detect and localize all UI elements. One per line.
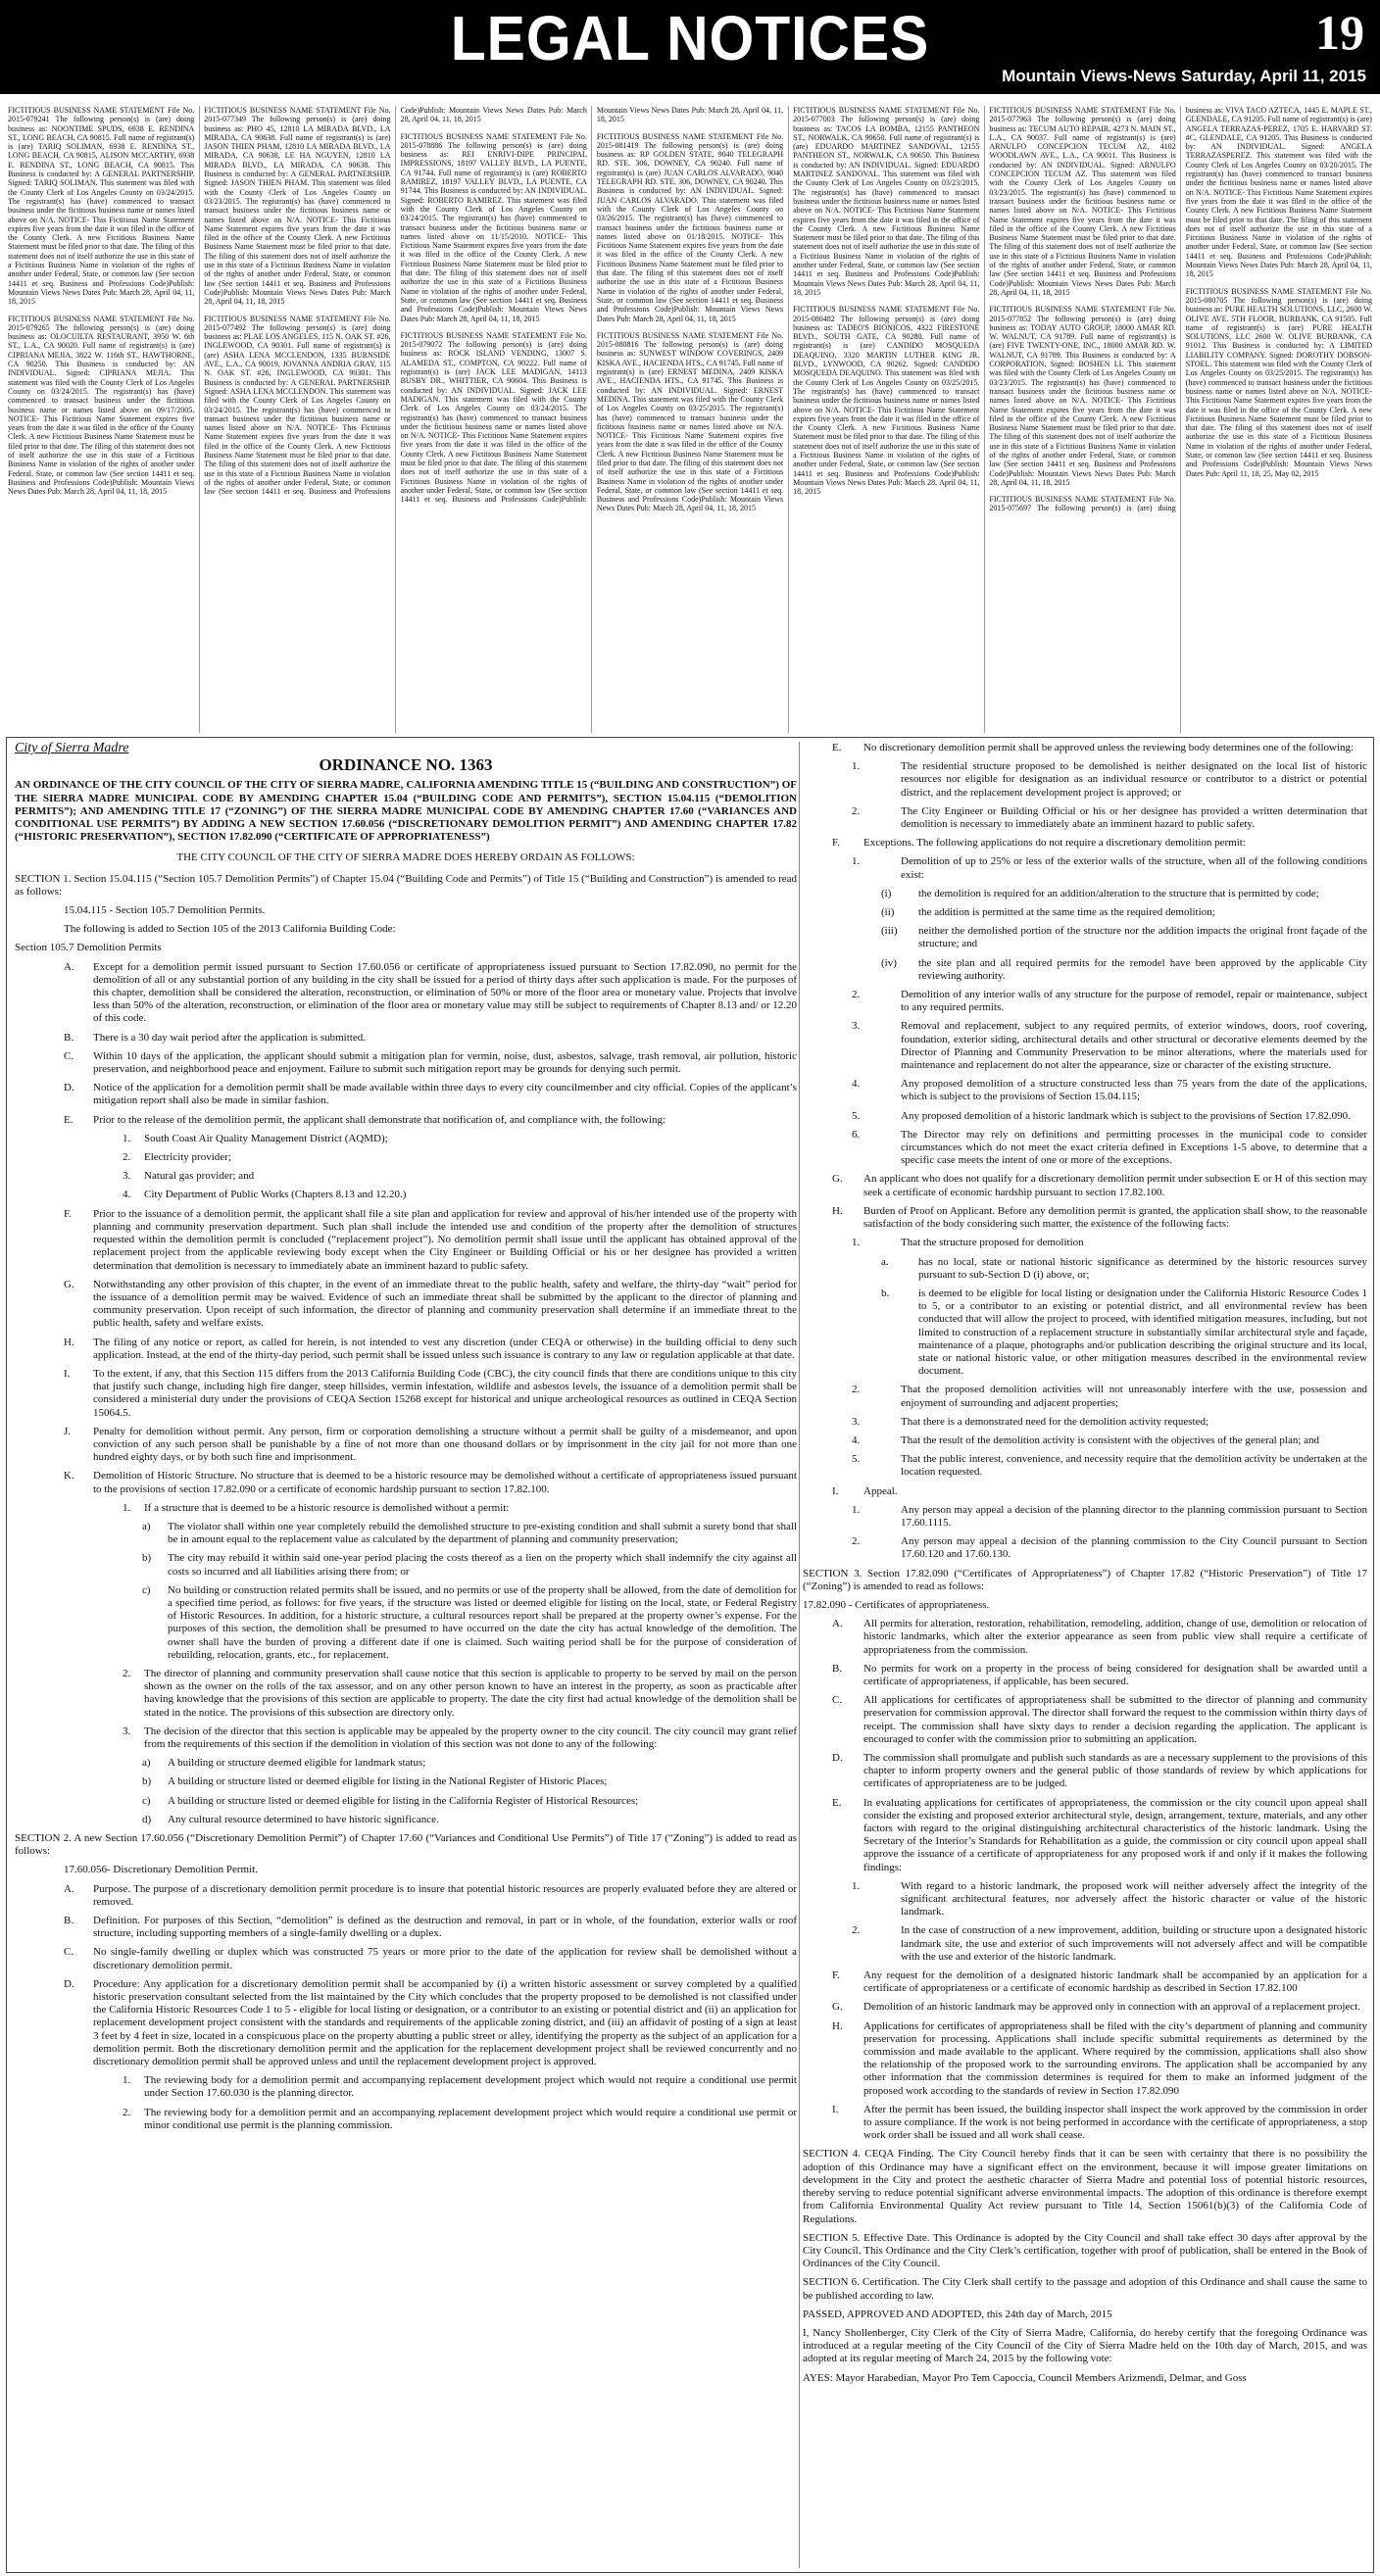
clause-label: 4.	[123, 1189, 131, 1201]
ordinance-paragraph: 15.04.115 - Section 105.7 Demolition Permits.	[64, 904, 266, 917]
ordinance-left-column	[15, 742, 797, 2138]
clause-label: 3.	[852, 1020, 861, 1033]
ordinance-clause	[15, 1208, 797, 1273]
ordinance-clause	[803, 989, 1367, 1014]
ordinance-clause	[15, 1337, 797, 1362]
ordinance-clause	[803, 1485, 1367, 1498]
ordinance-clause	[803, 760, 1367, 800]
clause-label: (i)	[881, 887, 892, 899]
ordinance-clause	[15, 1133, 797, 1145]
clause-text: That the structure proposed for demolition	[901, 1237, 1084, 1249]
clause-text: Purpose. The purpose of a discretionary demolition permit procedure is to insure that potential historic resources are properly evaluated before they are altered or removed.	[93, 1882, 797, 1908]
ordinance-clause	[803, 925, 1367, 950]
clause-text: has no local, state or national historic significance as determined by the historic resources survey pursuant to sub-Section D (i) above, or;	[918, 1255, 1367, 1281]
clause-label: 1.	[852, 855, 861, 868]
ordinance-clause	[803, 742, 1367, 754]
ordinance-clause	[15, 2074, 797, 2100]
fbn-notice: FICTITIOUS BUSINESS NAME STATEMENT File No. 2015-077963 The following person(s) is (are) doing business as: TECUM AUTO REPAIR, 4273 N. MAIN ST., L.A., CA 90037. Full name of registrant(s) is (are) ARNULFO CONCEPCION TECUM AZ, 4102 WOODLAWN AVE., L.A., CA 90011. This Business is conducted by: AN INDIVIDUAL. Signed: ARNULFO CONCEPCION TECUM AZ. This statement was filed with the County Clerk of Los Angeles County on 03/23/2015. The registrant(s) has (have) commenced to transact business under the fictitious business name or names listed above on N/A. NOTICE- This Fictitious Name Statement expires five years from the date it was filed in the office of the County Clerk. A new Fictitious Business Name Statement must be filed prior to that date. The filing of this statement does not of itself authorize the use in this state of a Fictitious Business Name in violation of the rights of another under Federal, State, or common law (See section 14411 et seq. Business and Professions Code)Publish: Mountain Views News Dates Pub: March 28, April 04, 11, 18, 2015	[989, 106, 1176, 297]
clause-label: C.	[64, 1049, 74, 1062]
clause-label: B.	[64, 1915, 74, 1927]
ordinance-clause	[803, 1969, 1367, 1995]
clause-text: neither the demolished portion of the structure nor the addition impacts the original front façade of the structure; and	[918, 925, 1367, 950]
clause-label: A.	[64, 1882, 74, 1895]
clause-text: With regard to a historic landmark, the proposed work will neither adversely affect the integrity of the significant architectural features, nor adversely affect the historic character or value of the historic landmark.	[901, 1879, 1367, 1919]
ordinance-clause	[15, 1189, 797, 1201]
ordinance-clause	[803, 1694, 1367, 1746]
clause-text: Demolition of up to 25% or less of the exterior walls of the structure, when all of the following conditions exist:	[901, 855, 1367, 881]
column-divider	[799, 742, 800, 2568]
clause-label: (iv)	[881, 956, 897, 969]
clause-text: No single-family dwelling or duplex which was constructed 75 years or more prior to the date of the application for review shall be demolished without a discretionary demolition permit.	[93, 1946, 797, 1971]
clause-text: The filing of any notice or report, as called for herein, is not intended to vest any discretion (under CEQA or otherwise) in the building official to deny such application. Instead, at the end of the thirty-day period, such permit shall be issued unless such issuance is contrary to any law or regulation applicable at that date.	[93, 1336, 797, 1361]
clause-text: The reviewing body for a demolition permit and an accompanying replacement development project which would require a conditional use permit or minor conditional use permit is the planning commission.	[144, 2106, 797, 2131]
ordinance-section: SECTION 4. CEQA Finding. The City Council hereby finds that it can be seen with certainty that there is no possibility the adoption of this Ordinance may have a significant effect on the environment, because it will impose greater limitations on development in the City and protect the aesthetic character of Sierra Madre and potential loss of potential historic resources, thereby serving to reduce potential significant adverse environmental impacts. The adoption of this ordinance is therefore exempt from California Environmental Quality Act review pursuant to Title 14, Section 15061(b)(3) of the California Code of Regulations.	[803, 2148, 1367, 2225]
ordinance-section: SECTION 5. Effective Date. This Ordinance is adopted by the City Council and shall take effect 30 days after approval by the City Council. This Ordinance and the City Clerk’s certification, together with proof of publication, shall be entered in the Book of Ordinances of the City Council.	[803, 2231, 1367, 2270]
ordinance-paragraph: 17.82.090 - Certificates of appropriateness.	[803, 1598, 990, 1611]
ordinance-clause	[803, 1129, 1367, 1168]
ordinance-clause	[15, 1170, 797, 1183]
ordinance-clause	[15, 1032, 797, 1045]
ordinance-clause	[803, 855, 1367, 881]
clause-text: A building or structure deemed eligible for landmark status;	[168, 1757, 426, 1770]
ordinance-clause	[15, 1279, 797, 1331]
clause-label: 1.	[852, 1237, 861, 1249]
fbn-notice: FICTITIOUS BUSINESS NAME STATEMENT File No. 2015-077003 The following person(s) is (are) doing business as: TACOS LA BOMBA, 12155 PANTHEON ST., NORWALK, CA 90650. Full name of registrant(s) is (are) EDUARDO MARTINEZ SANDOVAL, 12155 PANTHEON ST., NORWALK, CA 90650. This Business is conducted by: AN INDIVIDUAL. Signed: EDUARDO MARTINEZ SANDOVAL. This statement was filed with the County Clerk of Los Angeles County on 03/23/2015. The registrant(s) has (have) commenced to transact business under the fictitious business name or names listed above on N/A. NOTICE- This Fictitious Name Statement expires five years from the date it was filed in the office of the County Clerk. A new Fictitious Business Name Statement must be filed prior to that date. The filing of this statement does not of itself authorize the use in this state of a Fictitious Business Name in violation of the rights of another under Federal, State, or common law (See section 14411 et seq. Business and Professions Code)Publish: Mountain Views News Dates Pub: March 28, April 04, 11, 18, 2015	[793, 106, 980, 297]
clause-label: H.	[64, 1336, 74, 1348]
clause-label: B.	[64, 1031, 74, 1044]
clause-text: A building or structure listed or deemed eligible for listing in the National Register of Historic Places;	[168, 1775, 608, 1788]
ordinance-section: SECTION 2. A new Section 17.60.056 (“Discretionary Demolition Permit”) of Chapter 17.60 (“Variances and Conditional Use Permits”) of Title 17 (“Zoning”) is added to read as follows:	[15, 1832, 797, 1858]
clause-label: c)	[142, 1794, 151, 1807]
clause-text: the addition is permitted at the same time as the required demolition;	[918, 906, 1215, 919]
ordinance-section: PASSED, APPROVED AND ADOPTED, this 24th day of March, 2015	[803, 2308, 1112, 2320]
clause-text: Any proposed demolition of a historic landmark which is subject to the provisions of Section 17.82.090.	[901, 1109, 1351, 1122]
fbn-notice: FICTITIOUS BUSINESS NAME STATEMENT File No. 2015-075697 The following person(s) is (are) doing business as: VIVA TACO AZTECA, 1445 E. MAPLE ST., GLENDALE, CA 91205. Full name of registrant(s) is (are) ANGELA TERRAZAS-PEREZ, 1705 E. HARVARD ST. #C, GLENDALE, CA 91205. This Business is conducted by: AN INDIVIDUAL. Signed: ANGELA TERRAZASPEREZ. This statement was filed with the County Clerk of Los Angeles County on 03/20/2015. The registrant(s) has (have) commenced to transact business under the fictitious business name or names listed above on N/A. NOTICE- This Fictitious Name Statement expires five years from the date it was filed in the office of the County Clerk. A new Fictitious Business Name Statement must be filed prior to that date. The filing of this statement does not of itself authorize the use in this state of a Fictitious Business Name in violation of the rights of another under Federal, State, or common law (See section 14411 et seq. Business and Professions Code)Publish: Mountain Views News Dates Pub: March 28, April 04, 11, 18, 2015	[989, 106, 1372, 513]
clause-text: Exceptions. The following applications do not require a discretionary demolition permit:	[863, 837, 1246, 850]
ordinance-clause	[803, 1880, 1367, 1920]
clause-label: E.	[64, 1113, 74, 1126]
clause-label: (ii)	[881, 906, 895, 919]
clause-label: H.	[832, 1204, 843, 1217]
clause-label: 1.	[123, 1501, 131, 1514]
fictitious-business-notices	[8, 106, 1372, 733]
ordinance-clause	[803, 2001, 1367, 2014]
ordinance-clause	[15, 1050, 797, 1076]
ordinance-section: I, Nancy Shollenberger, City Clerk of the City of Sierra Madre, California, do hereby certify that the foregoing Ordinance was introduced at a regular meeting of the City Council of the City of Sierra Madre held on the 10th day of March, 2015, and was adopted at its regular meeting of March 24, 2015 by the following vote:	[803, 2326, 1367, 2365]
ordinance-clause	[15, 2107, 797, 2132]
ordinance-section: AYES: Mayor Harabedian, Mayor Pro Tem Capoccia, Council Members Arizmendi, Delmar, and Goss	[803, 2371, 1247, 2384]
clause-text: Except for a demolition permit issued pursuant to Section 17.60.056 or certificate of appropriateness issued pursuant to Section 17.82.090, no permit for the demolition of all or any substantial portion of any building in the city shall be issued for a period of thirty days after such application is made. For the purposes of this chapter, demolition shall be considered the alteration, reconstruction, or elimination of 50% or more of the floor area or monetary value. Projects that involve less than 50% of the alteration, reconstruction, or elimination of the floor area or monetary value may still be subject to requirements of Chapter 8.13 and/ or 12.20 of this code.	[93, 960, 797, 1025]
clause-label: 2.	[852, 1384, 861, 1396]
clause-text: Notwithstanding any other provision of this chapter, in the event of an immediate threat to the public health, safety and welfare, the thirty-day “wait” period for the issuance of a demolition permit may be waived. Evidence of such an immediate threat shall be submitted by the applicant to the director of planning and community preservation. Upon receipt of such information, the director of planning and community preservation shall determine if an immediate threat to the public health, safety and welfare exists.	[93, 1278, 797, 1330]
ordinance-paragraph: Section 105.7 Demolition Permits	[15, 942, 162, 954]
ordinance-title: ORDINANCE NO. 1363	[319, 755, 493, 775]
city-name: City of Sierra Madre	[15, 741, 129, 755]
clause-label: C.	[64, 1946, 74, 1959]
clause-text: Any request for the demolition of a designated historic landmark shall be accompanied by an application for a certificate of appropriateness or a certificate of economic hardship as described in Section 17.82.100	[863, 1969, 1367, 1995]
clause-text: There is a 30 day wait period after the application is submitted.	[93, 1031, 366, 1044]
ordinance-clause	[15, 1775, 797, 1788]
clause-label: 3.	[852, 1415, 861, 1428]
clause-text: In the case of construction of a new improvement, addition, building or structure upon a designated historic landmark site, the use and exterior of such improvements will not adversely affect and will be compatible with the use and exterior of the historic landmark.	[901, 1924, 1367, 1963]
clause-text: Prior to the release of the demolition permit, the applicant shall demonstrate that notification of, and compliance with, the following:	[93, 1113, 666, 1126]
clause-text: No permits for work on a property in the process of being considered for designation shall be awarded until a certificate of appropriateness, if applicable, has been secured.	[863, 1662, 1367, 1687]
clause-text: Demolition of an historic landmark may be approved only in connection with an approval of a replacement project.	[863, 2001, 1361, 2014]
clause-label: b)	[142, 1775, 152, 1788]
ordinance-clause	[803, 805, 1367, 831]
clause-text: To the extent, if any, that this Section 115 differs from the 2013 California Building Code (CBC), the city council finds that there are conditions unique to this city that justify such change, including high fire danger, steep hillsides, vermin infestation, wildlife and asbestos levels, the issuance of a demolition permit shall be considered a ministerial duty under the provisions of CEQA Section 15268 except for historical and unique archeological resources as outlined in CEQA Section 15064.5.	[93, 1367, 797, 1419]
ordinance-clause	[803, 1797, 1367, 1874]
ordinance-clause	[15, 1502, 797, 1515]
clause-text: Demolition of Historic Structure. No structure that is deemed to be a historic resource may be demolished without a certificate of appropriateness issued pursuant to the provisions of section 17.82.090 or a certificate of economic hardship pursuant to section 17.82.100.	[93, 1470, 797, 1495]
clause-text: No building or construction related permits shall be issued, and no permits or use of the property shall be allowed, from the date of demolition for a specified time period, as follows: for five years, if the structure was listed or deemed eligible for listing on the local, state, or Federal Registry of Historic Resources. In addition, for a historic structure, a cultural resources report shall be prepared at the property owner’s expense. For the purposes of this section, the demolition shall be presumed to have occurred on the date the city has actual knowledge of the demolition. The owner shall have the burden of proving a different date if one is claimed. Such waiting period shall be for the purpose of consideration of rebuilding, relocation, grants, etc., for replacement.	[168, 1583, 797, 1661]
clause-label: D.	[64, 1082, 74, 1094]
ordinance-clause	[803, 906, 1367, 919]
clause-label: 1.	[852, 1879, 861, 1892]
clause-label: G.	[832, 2001, 843, 2014]
clause-label: 4.	[852, 1434, 861, 1446]
clause-label: 2.	[852, 989, 861, 1001]
clause-label: E.	[832, 1796, 842, 1809]
ordinance-clause	[803, 1205, 1367, 1231]
clause-label: I.	[64, 1367, 71, 1380]
fbn-notice: FICTITIOUS BUSINESS NAME STATEMENT File No. 2015-079265 The following person(s) is (are) doing business as: OLOCUILTA RESTAURANT, 3950 W. 6th ST., L.A., CA 90020. Full name of registrant(s) is (are) CIPRIANA MEJIA, 3822 W. 116th ST., HAWTHORNE, CA 90250. This Business is conducted by: AN INDIVIDUAL. Signed: CIPRIANA MEJIA. This statement was filed with the County Clerk of Los Angeles County on 03/24/2015. The registrant(s) has (have) commenced to transact business under the fictitious business name or names listed above on 09/17/2005. NOTICE- This Fictitious Name Statement expires five years from the date it was filed in the office of the County Clerk. A new Fictitious Business Name Statement must be filed prior to that date. The filing of this statement does not of itself authorize the use in this state of a Fictitious Business Name in violation of the rights of another under Federal, State, or common law (See section 14411 et seq. Business and Professions Code)Publish: Mountain Views News Dates Pub: March 28, April 04, 11, 18, 2015	[8, 314, 195, 497]
clause-label: 4.	[852, 1078, 861, 1091]
fbn-notice: FICTITIOUS BUSINESS NAME STATEMENT File No. 2015-078886 The following person(s) is (are) doing business as: REI ENRIVI-DIPE PRINCIPAL IMPRESSIONS, 18197 VALLEY BLVD., LA PUENTE, CA 91744. Full name of registrant(s) is (are) ROBERTO RAMIREZ, 18197 VALLEY BLVD., LA PUENTE, CA 91744. This Business is conducted by: AN INDIVIDUAL. Signed: ROBERTO RAMIREZ. This statement was filed with the County Clerk of Los Angeles County on 03/24/2015. The registrant(s) has (have) commenced to transact business under the fictitious business name or names listed above on 11/15/2010. NOTICE- This Fictitious Name Statement expires five years from the date it was filed in the office of the County Clerk. A new Fictitious Business Name Statement must be filed prior to that date. The filing of this statement does not of itself authorize the use in this state of a Fictitious Business Name in violation of the rights of another under Federal, State, or common law (See section 14411 et seq. Business and Professions Code)Publish: Mountain Views News Dates Pub: March 28, April 04, 11, 18, 2015	[400, 131, 587, 323]
clause-label: 6.	[852, 1128, 861, 1141]
clause-text: The Director may rely on definitions and permitting processes in the municipal code to consider circumstances which do not meet the exact criteria defined in Exceptions 1-5 above, to determine that a specific case meets the intent of one or more of the exceptions.	[901, 1128, 1367, 1167]
clause-label: 1.	[123, 2074, 131, 2087]
fbn-notice: FICTITIOUS BUSINESS NAME STATEMENT File No. 2015-077852 The following person(s) is (are) doing business as: TODAY AUTO GROUP, 18000 AMAR RD. W. WALNUT, CA 91789. Full name of registrant(s) is (are) FIVE TWENTY-ONE, INC., 18000 AMAR RD. W. WALNUT, CA 91789. This Business is conducted by: A CORPORATION. Signed: BOSHEN LI. This statement was filed with the County Clerk of Los Angeles County on 03/23/2015. The registrant(s) has (have) commenced to transact business under the fictitious business name or names listed above on N/A. NOTICE- This Fictitious Name Statement expires five years from the date it was filed in the office of the County Clerk. A new Fictitious Business Name Statement must be filed prior to that date. The filing of this statement does not of itself authorize the use in this state of a Fictitious Business Name in violation of the rights of another under Federal, State, or common law (See section 14411 et seq. Business and Professions Code)Publish: Mountain Views News Dates Pub: March 28, April 04, 11, 18, 2015	[989, 305, 1176, 487]
clause-label: D.	[832, 1752, 843, 1764]
ordinance-section: SECTION 6. Certification. The City Clerk shall certify to the passage and adoption of this Ordinance and shall cause the same to be published according to law.	[803, 2276, 1367, 2302]
clause-label: 1.	[123, 1132, 131, 1144]
ordinance-clause	[803, 1453, 1367, 1479]
ordinance-clause	[15, 1151, 797, 1164]
clause-label: 1.	[852, 760, 861, 773]
clause-text: Applications for certificates of appropriateness shall be filed with the city’s department of planning and community preservation for processing. Applications shall include specific submittal requirements as determined by the commission and made available to the applicant. Where required by the commission, applications shall also show the relationship of the proposed work to the surrounding environs. The application shall be accompanied by any other information that the commission determines is required for them to make an informed judgment of the proposed work according to the standards of review in Section 17.82.090	[863, 2019, 1367, 2097]
ordinance-clause	[15, 1082, 797, 1107]
clause-label: G.	[832, 1173, 843, 1186]
clause-text: Demolition of any interior walls of any structure for the purpose of remodel, repair or maintenance, subject to any required permits.	[901, 989, 1367, 1014]
clause-label: 2.	[123, 1151, 131, 1164]
clause-text: Prior to the issuance of a demolition permit, the applicant shall file a site plan and application for review and approval of his/her intended use of the property with planning and community preservation department. Such plan shall include the intended use and condition of the property after the demolition of structures requested within the demolition permit is concluded (“replacement project”). No demolition permit shall issue until the applicant has obtained approval of the replacement project from the applicable reviewing body except when the City Engineer or Building Official or his or her designee has provided a written determination that demolition is necessary to immediately abate an imminent hazard to public safety.	[93, 1207, 797, 1272]
clause-text: The residential structure proposed to be demolished is neither designated on the local list of historic resources nor eligible for designation as an individual resource or contributor to a district or potential district, and the replacement development project is approved; or	[901, 760, 1367, 799]
clause-text: After the permit has been issued, the building inspector shall inspect the work approved by the commission in order to assure compliance. If the work is not being performed in accordance with the certificate of appropriateness, a stop work order shall be issued and all work shall cease.	[863, 2103, 1367, 2142]
clause-text: Any person may appeal a decision of the planning director to the planning commission pursuant to Section 17.60.1115.	[901, 1503, 1367, 1529]
clause-text: The city may rebuild it within said one-year period placing the costs thereof as a lien on the property which shall indemnify the city against all costs so incurred and all liabilities arising there from; or	[168, 1552, 797, 1578]
fbn-notice: FICTITIOUS BUSINESS NAME STATEMENT File No. 2015-079072 The following person(s) is (are) doing business as: ROCK ISLAND VENDING, 13007 S. ALAMEDA ST., COMPTON, CA 90222. Full name of registrant(s) is (are) JACK LEE MADIGAN, 14113 BUSBY DR., WHITTIER, CA 90604. This Business is conducted by: AN INDIVIDUAL. Signed: JACK LEE MADIGAN. This statement was filed with the County Clerk of Los Angeles County on 03/24/2015. The registrant(s) has (have) commenced to transact business under the fictitious business name or names listed above on N/A. NOTICE- This Fictitious Name Statement expires five years from the date it was filed in the office of the County Clerk. A new Fictitious Business Name Statement must be filed prior to that date. The filing of this statement does not of itself authorize the use in this state of a Fictitious Business Name in violation of the rights of another under Federal, State, or common law (See section 14411 et seq. Business and Professions Code)Publish: Mountain Views News Dates Pub: March 28, April 04, 11, 18, 2015	[400, 106, 784, 505]
clause-label: 5.	[852, 1453, 861, 1466]
clause-label: I.	[832, 1484, 839, 1497]
clause-text: Procedure: Any application for a discretionary demolition permit shall be accompanied by (i) a written historic assessment or survey completed by a qualified historic preservation consultant selected from the list maintained by the City which concludes that the property proposed to be demolished is not classified under the California Historic Resources Code 1 to 5 - eligible for local listing or designation, or a contributor to an existing or potential district and (ii) an application for replacement development project consistent with the standards and requirements of the applicable zoning district, and (iii) an affidavit of posting of a sign at least 3 feet by 4 feet in size, located in a conspicuous place on the property abutting a public street or alley, identifying the property as the subject of an application for a demolition permit. Both the discretionary demolition permit and the application for the replacement development project shall be reviewed concurrently and no discretionary demolition permit shall be approved unless and until the replacement development project is approved.	[93, 1977, 797, 2068]
section-title: LEGAL NOTICES	[450, 3, 930, 73]
clause-text: A building or structure listed or deemed eligible for listing in the California Register of Historical Resources;	[168, 1794, 639, 1807]
clause-text: The director of planning and community preservation shall cause notice that this section is applicable to property to be served by mail on the person shown as the owner on the rolls of the tax assessor, and on any other person known to have an interest in the property, as soon as practicable after having knowledge that the provisions of this section are applicable to property. The date the city first had actual knowledge of the demolition shall be stated in the notice. The provisions of this subsection are directory only.	[144, 1667, 797, 1719]
clause-label: G.	[64, 1278, 74, 1290]
clause-label: E.	[832, 742, 842, 753]
clause-text: the demolition is required for an addition/alteration to the structure that is permitted by code;	[918, 887, 1319, 899]
clause-text: City Department of Public Works (Chapters 8.13 and 12.20.)	[144, 1189, 407, 1201]
ordinance-clause	[15, 1978, 797, 2068]
clause-text: Penalty for demolition without permit. Any person, firm or corporation demolishing a structure without a permit shall be guilty of a misdemeanor, and upon conviction of any such person shall be punishable by a fine of not more than one thousand dollars or by imprisonment in the city jail for not more than one hundred eighty days, or by both such fine and imprisonment.	[93, 1425, 797, 1464]
clause-label: 3.	[123, 1725, 131, 1737]
clause-label: a)	[142, 1757, 151, 1770]
clause-text: The violator shall within one year completely rebuild the demolished structure to pre-existing condition and shall submit a surety bond that shall be in amount equal to the replacement value as calculated by the department of planning and community preservation;	[168, 1520, 797, 1546]
ordinance-clause	[15, 1470, 797, 1495]
clause-label: C.	[832, 1694, 843, 1707]
ordinance-clause	[803, 1618, 1367, 1657]
ordinance-clause	[15, 1915, 797, 1940]
ordinance-paragraph: The following is added to Section 105 of the 2013 California Building Code:	[64, 923, 396, 936]
clause-label: d)	[142, 1813, 152, 1825]
clause-text: is deemed to be eligible for local listing or designation under the California Historic Resource Codes 1 to 5, or a contributor to an existing or potential district, and all environmental review has been conducted that will allow the project to proceed, with identified mitigation measures, including, but not limited to construction of a replacement structure in substantially similar architectural style and façade, maintenance of a plaque, photographs and/or publication describing the original structure and its local, state or national historic value, or other mitigation measures described in the environmental review document.	[918, 1287, 1367, 1378]
clause-text: Any cultural resource determined to have historic significance.	[168, 1813, 439, 1825]
ordinance-clause	[803, 1256, 1367, 1282]
clause-label: 3.	[123, 1170, 131, 1183]
ordinance-clause	[15, 1668, 797, 1720]
ordinance-clause	[15, 1883, 797, 1909]
fbn-notice: FICTITIOUS BUSINESS NAME STATEMENT File No. 2015-081419 The following person(s) is (are) doing business as: RP GOLDEN STATE, 9040 TELEGRAPH RD. STE. 306, DOWNEY, CA 90240. Full name of registrant(s) is (are) JUAN CARLOS ALVARADO, 9040 TELEGRAPH RD. STE. 306, DOWNEY, CA 90240. This Business is conducted by: AN INDIVIDUAL. Signed: JUAN CARLOS ALVARADO. This statement was filed with the County Clerk of Los Angeles County on 03/26/2015. The registrant(s) has (have) commenced to transact business under the fictitious business name or names listed above on 01/18/2015. NOTICE- This Fictitious Name Statement expires five years from the date it was filed in the office of the County Clerk. A new Fictitious Business Name Statement must be filed prior to that date. The filing of this statement does not of itself authorize the use in this state of a Fictitious Business Name in violation of the rights of another under Federal, State, or common law (See section 14411 et seq. Business and Professions Code)Publish: Mountain Views News Dates Pub: March 28, April 04, 11, 18, 2015	[596, 131, 784, 323]
clause-label: A.	[832, 1618, 843, 1630]
fbn-notice: FICTITIOUS BUSINESS NAME STATEMENT File No. 2015-080816 The following person(s) is (are) doing business as: SUNWEST WINDOW COVERINGS, 2409 KISKA AVE., HACIENDA HTS., CA 91745. Full name of registrant(s) is (are) ERNEST MEDINA, 2409 KISKA AVE., HACIENDA HTS., CA 91745. This Business is conducted by: AN INDIVIDUAL. Signed: ERNEST MEDINA. This statement was filed with the County Clerk of Los Angeles County on 03/25/2015. The registrant(s) has (have) commenced to transact business under the fictitious business name or names listed above on N/A. NOTICE- This Fictitious Name Statement expires five years from the date it was filed in the office of the County Clerk. A new Fictitious Business Name Statement must be filed prior to that date. The filing of this statement does not of itself authorize the use in this state of a Fictitious Business Name in violation of the rights of another under Federal, State, or common law (See section 14411 et seq. Business and Professions Code)Publish: Mountain Views News Dates Pub: March 28, April 04, 11, 18, 2015	[596, 330, 784, 513]
clause-label: b)	[142, 1552, 152, 1565]
clause-text: Natural gas provider; and	[144, 1170, 255, 1183]
ordinance-clause	[803, 1078, 1367, 1103]
clause-text: Notice of the application for a demolition permit shall be made available within three days to every city councilmember and city official. Copies of the applicant’s mitigation report shall also be made in similar fashion.	[93, 1082, 797, 1107]
clause-text: The City Engineer or Building Official or his or her designee has provided a written determination that demolition is necessary to immediately abate an imminent hazard to public safety.	[901, 804, 1367, 831]
fbn-notice: FICTITIOUS BUSINESS NAME STATEMENT File No. 2015-077492 The following person(s) is (are) doing business as: PLAE LOS ANGELES, 115 N. OAK ST. #26, INGLEWOOD, CA 90301. Full name of registrant(s) is (are) ASHA LENA MCCLENDON, 1335 BURNSIDE AVE., L.A., CA 90019, JOVANNA ANDRIA GRAY, 115 N. OAK ST. #26, INGLEWOOD, CA 90301. This Business is conducted by: A GENERAL PARTNERSHIP. Signed: ASHA LENA MCCLENDON. This statement was filed with the County Clerk of Los Angeles County on 03/24/2015. The registrant(s) has (have) commenced to transact business under the fictitious business name or names listed above on N/A. NOTICE- This Fictitious Name Statement expires five years from the date it was filed in the office of the County Clerk. A new Fictitious Business Name Statement must be filed prior to that date. The filing of this statement does not of itself authorize the use in this state of a Fictitious Business Name in violation of the rights of another under Federal, State, or common law (See section 14411 et seq. Business and Professions Code)Publish: Mountain Views News Dates Pub: March 28, April 04, 11, 18, 2015	[204, 106, 587, 497]
clause-label: A.	[64, 960, 74, 973]
clause-text: Appeal.	[863, 1484, 898, 1497]
clause-label: c)	[142, 1583, 151, 1596]
clause-label: H.	[832, 2019, 843, 2032]
ordinance-clause	[803, 1110, 1367, 1123]
clause-label: I.	[832, 2103, 839, 2115]
clause-text: An applicant who does not qualify for a discretionary demolition permit under subsection E or H of this section may seek a certificate of economic hardship pursuant to section 17.82.100.	[863, 1173, 1367, 1198]
ordinance-clause	[803, 1504, 1367, 1530]
clause-text: No discretionary demolition permit shall be approved unless the reviewing body determines one of the following:	[863, 742, 1355, 753]
ordinance-clause	[15, 1814, 797, 1826]
ordinance-clause	[15, 1426, 797, 1465]
clause-label: D.	[64, 1977, 74, 1990]
clause-label: F.	[832, 1969, 840, 1982]
clause-text: Electricity provider;	[144, 1151, 231, 1164]
ordinance-clause	[803, 1237, 1367, 1249]
ordinance-caption: AN ORDINANCE OF THE CITY COUNCIL OF THE CITY OF SIERRA MADRE, CALIFORNIA AMENDING TITLE 15 (“BUILDING AND CONSTRUCTION”) OF THE SIERRA MADRE MUNICIPAL CODE BY AMENDING CHAPTER 15.04 (“BUILDING CODE AND PERMITS”), SECTION 15.04.115 (“DEMOLITION PERMITS”); AND AMENDING TITLE 17 (“ZONING”) OF THE SIERRA MADRE MUNICIPAL CODE BY AMENDING CHAPTER 17.60 (“VARIANCES AND CONDITIONAL USE PERMITS”) BY ADDING A NEW SECTION 17.60.056 (“DISCRETIONARY DEMOLITION PERMIT”) AND AMENDING CHAPTER 17.82 (“HISTORIC PRESERVATION”), SECTION 17.82.090 (“CERTIFICATE OF APPROPRIATENESS”)	[15, 779, 797, 844]
ordinance-notice	[6, 737, 1374, 2573]
clause-label: a.	[881, 1255, 889, 1268]
clause-label: 2.	[852, 1924, 861, 1937]
ordinance-clause	[15, 961, 797, 1026]
clause-label: 2.	[852, 1535, 861, 1548]
clause-text: Within 10 days of the application, the applicant should submit a mitigation plan for vermin, noise, dust, asbestos, salvage, trash removal, air pollution, historic preservation, and neighborhood peace and enjoyment. Failure to submit such mitigation report may be grounds for denying such permit.	[93, 1049, 797, 1076]
ordinance-clause	[15, 1521, 797, 1546]
clause-text: All applications for certificates of appropriateness shall be submitted to the director of planning and community preservation for commission approval. The director shall forward the request to the commission within thirty days of receipt. The commission shall have sixty days to render a decision regarding the application. The applicant is encouraged to confer with the commission prior to submitting an application.	[863, 1694, 1367, 1745]
dateline: Mountain Views-News Saturday, April 11, 2015	[1002, 67, 1366, 85]
clause-label: J.	[64, 1425, 72, 1437]
clause-text: All permits for alteration, restoration, rehabilitation, remodeling, addition, change of use, demolition or relocation of historic landmarks, which alter the exterior appearance as seen from public view shall require a certificate of appropriateness from the commission.	[863, 1618, 1367, 1656]
clause-label: F.	[832, 837, 840, 850]
ordinance-paragraph: 17.60.056- Discretionary Demolition Permit.	[64, 1864, 258, 1876]
ordinance-clause	[803, 888, 1367, 900]
ordinance-clause	[803, 1288, 1367, 1378]
clause-label: a)	[142, 1520, 151, 1532]
clause-label: F.	[64, 1207, 72, 1220]
clause-text: Removal and replacement, subject to any required permits, of exterior windows, doors, roof covering, foundation, exterior siding, architectural details and other structural or decorative elements deemed by the Director of Planning and Community Preservation to be minor alterations, where the materials used for maintenance and replacement do not alter the appearance, size or character of the existing structure.	[901, 1020, 1367, 1072]
clause-text: Any proposed demolition of a structure constructed less than 75 years from the date of the applications, which is subject to the provisions of Section 15.04.115;	[901, 1078, 1367, 1103]
clause-text: Any person may appeal a decision of the planning commission to the City Council pursuant to Section 17.60.120 and 17.60.130.	[901, 1535, 1367, 1561]
clause-text: That the proposed demolition activities will not unreasonably interfere with the use, possession and enjoyment of surrounding and adjacent properties;	[901, 1384, 1367, 1409]
ordinance-right-column	[803, 742, 1367, 2391]
clause-text: That the result of the demolition activity is consistent with the objectives of the general plan; and	[901, 1434, 1320, 1446]
clause-text: The commission shall promulgate and publish such standards as are a necessary supplement to the provisions of this chapter to inform property owners and the general public of those standards of review by which applications for certificates of appropriateness are to be judged.	[863, 1752, 1367, 1790]
ordinance-clause	[803, 1752, 1367, 1791]
ordinance-section: SECTION 3. Section 17.82.090 (“Certificates of Appropriateness”) of Chapter 17.82 (“Historic Preservation”) of Title 17 (“Zoning”) is amended to read as follows:	[803, 1567, 1367, 1592]
ordinance-clause	[15, 1725, 797, 1751]
page-number: 19	[1315, 5, 1364, 60]
ordinance-section: SECTION 1. Section 15.04.115 (“Section 105.7 Demolition Permits”) of Chapter 15.04 (“Building Code and Permits”) of Title 15 (“Building and Construction”) is amended to read as follows:	[15, 872, 797, 898]
fbn-notice: FICTITIOUS BUSINESS NAME STATEMENT File No. 2015-077349 The following person(s) is (are) doing business as: PHO 45, 12810 LA MIRADA BLVD., LA MIRADA, CA 90638. Full name of registrant(s) is (are) JASON THIEN PHAM, 12810 LA MIRADA BLVD., LA MIRADA, CA 90638, LE HA NGUYEN, 12810 LA MIRADA BLVD., LA MIRADA, CA 90638. This Business is conducted by: A GENERAL PARTNERSHIP. Signed: JASON THIEN PHAM. This statement was filed with the County Clerk of Los Angeles County on 03/23/2015. The registrant(s) has (have) commenced to transact business under the fictitious business name or names listed above on N/A. NOTICE- This Fictitious Name Statement expires five years from the date it was filed in the office of the County Clerk. A new Fictitious Business Name Statement must be filed prior to that date. The filing of this statement does not of itself authorize the use in this state of a Fictitious Business Name in violation of the rights of another under Federal, State, or common law (See section 14411 et seq. Business and Professions Code)Publish: Mountain Views News Dates Pub: March 28, April 04, 11, 18, 2015	[204, 106, 391, 307]
clause-text: The decision of the director that this section is applicable may be appealed by the property owner to the city council. The city council may grant relief from the requirements of this section if the demolition in violation of this section was not done to any of the following:	[144, 1725, 797, 1750]
ordinance-clause	[803, 837, 1367, 850]
ordinance-clause	[803, 1384, 1367, 1409]
clause-text: Burden of Proof on Applicant. Before any demolition permit is granted, the application shall show, to the reasonable satisfaction of the body considering such matter, the existence of the following facts:	[863, 1204, 1367, 1231]
clause-text: In evaluating applications for certificates of appropriateness, the commission or the city council upon appeal shall consider the existing and proposed exterior architectural style, design, arrangement, texture, materials, and any other factors with regard to the original distinguishing architectural characteristics of the historic landmark. Using the Secretary of the Interior’s Standards for Rehabilitation as a guide, the commission or city council upon appeal shall approve the issuance of a certificate of appropriateness for any proposed work if and only if it makes the following findings:	[863, 1796, 1367, 1873]
clause-text: The reviewing body for a demolition permit and accompanying replacement development project which would not require a conditional use permit under Section 17.60.030 is the planning director.	[144, 2074, 797, 2100]
ordinance-clause	[15, 1552, 797, 1578]
clause-label: (iii)	[881, 925, 898, 938]
ordinance-clause	[15, 1946, 797, 1971]
clause-text: South Coast Air Quality Management District (AQMD);	[144, 1132, 388, 1144]
clause-label: 2.	[852, 804, 861, 817]
clause-label: 5.	[852, 1109, 861, 1122]
clause-text: the site plan and all required permits for the remodel have been approved by the applicable City reviewing authority.	[918, 956, 1367, 982]
ordain-statement: THE CITY COUNCIL OF THE CITY OF SIERRA MADRE DOES HEREBY ORDAIN AS FOLLOWS:	[176, 851, 635, 864]
clause-label: b.	[881, 1287, 890, 1299]
clause-text: If a structure that is deemed to be a historic resource is demolished without a permit:	[144, 1501, 510, 1514]
clause-text: That the public interest, convenience, and necessity require that the demolition activity be undertaken at the location requested.	[901, 1453, 1367, 1479]
ordinance-clause	[803, 1924, 1367, 1964]
ordinance-clause	[803, 1416, 1367, 1429]
ordinance-clause	[803, 1173, 1367, 1198]
ordinance-clause	[15, 1368, 797, 1420]
ordinance-clause	[803, 957, 1367, 983]
fbn-notice: FICTITIOUS BUSINESS NAME STATEMENT File No. 2015-080705 The following person(s) is (are) doing business as: PURE HEALTH SOLUTIONS, LLC, 2600 W. OLIVE AVE. 5TH FLOOR, BURBANK, CA 91505. Full name of registrant(s) is (are) PURE HEALTH SOLUTIONS, LLC 2600 W. OLIVE BURBANK, CA 91012. This Business is conducted by: A LIMITED LIABILITY COMPANY. Signed: DOROTHY DOBSON-STOEL. This statement was filed with the County Clerk of Los Angeles County on 03/25/2015. The registrant(s) has (have) commenced to transact business under the fictitious business name or names listed above on N/A. NOTICE- This Fictitious Name Statement expires five years from the date it was filed in the office of the County Clerk. A new Fictitious Business Name Statement must be filed prior to that date. The filing of this statement does not of itself authorize the use in this state of a Fictitious Business Name in violation of the rights of another under Federal, State, or common law (See section 14411 et seq. Business and Professions Code)Publish: Mountain Views News Dates Pub: April 11, 18, 25, May 02, 2015	[1185, 286, 1372, 478]
clause-text: Definition. For purposes of this Section, “demolition” is defined as the destruction and removal, in part or in whole, of the foundation, exterior walls or roof structure, including supporting members of a single-family dwelling or a duplex.	[93, 1915, 797, 1940]
clause-label: 1.	[852, 1503, 861, 1516]
ordinance-clause	[15, 1114, 797, 1127]
clause-label: 2.	[123, 1667, 131, 1679]
clause-text: That there is a demonstrated need for the demolition activity requested;	[901, 1415, 1209, 1428]
ordinance-clause	[15, 1757, 797, 1770]
clause-label: K.	[64, 1470, 74, 1482]
fbn-notice: FICTITIOUS BUSINESS NAME STATEMENT File No. 2015-079241 The following person(s) is (are) doing business as: NOONTIME SPUDS, 6938 E. RENDINA ST., LONG BEACH, CA 90815. Full name of registrant(s) is (are) TARIQ SOLIMAN, 6938 E. RENDINA ST., LONG BEACH, CA 90815, ALISON MCCARTHY, 6938 E. RENDINA ST., LONG BEACH, CA 90815. This Business is conducted by: A GENERAL PARTNERSHIP. Signed: TARIQ SOLIMAN. This statement was filed with the County Clerk of Los Angeles County on 03/24/2015. The registrant(s) has (have) commenced to transact business under the fictitious business name or names listed above on N/A. NOTICE- This Fictitious Name Statement expires five years from the date it was filed in the office of the County Clerk. A new Fictitious Business Name Statement must be filed prior to that date. The filing of this statement does not of itself authorize the use in this state of a Fictitious Business Name in violation of the rights of another under Federal, State, or common law (See section 14411 et seq. Business and Professions Code)Publish: Mountain Views News Dates Pub: March 28, April 04, 11, 18, 2015	[8, 106, 195, 307]
ordinance-clause	[803, 1535, 1367, 1561]
ordinance-clause	[15, 1795, 797, 1808]
ordinance-clause	[803, 2020, 1367, 2098]
ordinance-clause	[803, 1020, 1367, 1072]
masthead	[0, 0, 1380, 94]
ordinance-clause	[803, 1663, 1367, 1688]
ordinance-clause	[803, 2104, 1367, 2143]
fbn-notice: FICTITIOUS BUSINESS NAME STATEMENT File No. 2015-080482 The following person(s) is (are) doing business as: TADEO'S BIONICOS, 4322 FIRESTONE BLVD., SOUTH GATE, CA 90280. Full name of registrant(s) is (are) CANDIDO MOSQUEDA DEAQUINO, 3320 MARTIN LUTHER KING JR. BLVD., LYNWOOD, CA 90262. Signed: CANDIDO MOSQUEDA DEAQUINO. This statement was filed with the County Clerk of Los Angeles County on 03/25/2015. The registrant(s) has (have) commenced to transact business under the fictitious business name or names listed above on N/A. NOTICE- This Fictitious Name Statement expires five years from the date it was filed in the office of the County Clerk. A new Fictitious Business Name Statement must be filed prior to that date. The filing of this statement does not of itself authorize the use in this state of a Fictitious Business Name in violation of the rights of another under Federal, State, or common law (See section 14411 et seq. Business and Professions Code)Publish: Mountain Views News Dates Pub: March 28, April 04, 11, 18, 2015	[793, 305, 980, 497]
clause-label: B.	[832, 1662, 843, 1675]
ordinance-clause	[803, 1434, 1367, 1447]
ordinance-clause	[15, 1584, 797, 1662]
clause-label: 2.	[123, 2106, 131, 2118]
